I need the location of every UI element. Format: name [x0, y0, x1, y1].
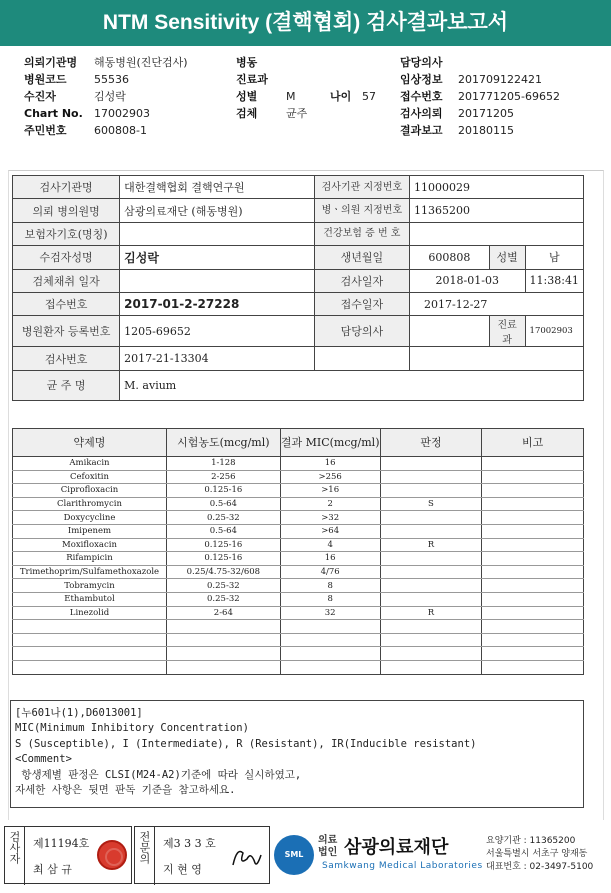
collect-value: [120, 269, 315, 292]
info-row: [13, 316, 584, 347]
mic-result: 4: [280, 538, 380, 552]
mic-result: 2: [280, 497, 380, 511]
interpretation: [380, 592, 482, 606]
info-row: [13, 246, 584, 269]
interpretation: [380, 511, 482, 525]
health-value: [410, 222, 584, 245]
drug-name: Imipenem: [13, 524, 167, 538]
drug-name: Tobramycin: [13, 579, 167, 593]
test-range: 2-64: [166, 606, 280, 620]
examiner-name: 최 삼 규: [33, 863, 72, 876]
interpretation: R: [380, 538, 482, 552]
empty-cell: [166, 620, 280, 634]
header-label: 의뢰기관명: [24, 56, 78, 69]
info-table: [12, 175, 584, 401]
mic-result: 8: [280, 592, 380, 606]
note: [482, 511, 584, 525]
table-row: [13, 565, 584, 579]
mic-result: >256: [280, 470, 380, 484]
header-label: 주민번호: [24, 124, 67, 137]
note: [482, 470, 584, 484]
mic-result: 4/76: [280, 565, 380, 579]
note: [482, 457, 584, 471]
note: [482, 552, 584, 566]
table-row: [13, 497, 584, 511]
interpretation: [380, 457, 482, 471]
interpretation: [380, 524, 482, 538]
report-title: NTM Sensitivity (결핵협회) 검사결과보고서: [0, 0, 611, 46]
header-row-2: [24, 71, 604, 88]
lab-contact: [486, 835, 593, 874]
birth-label: 생년월일: [314, 246, 409, 269]
info-row: [13, 222, 584, 245]
org-value: M. avium: [120, 370, 584, 400]
table-row: [13, 552, 584, 566]
drug-name: Linezolid: [13, 606, 167, 620]
patient-value: 김성락: [120, 246, 315, 269]
col-header-range: 시험농도(mcg/ml): [166, 429, 280, 457]
drug-name: Ciprofloxacin: [13, 484, 167, 498]
test-range: 0.25/4.75-32/608: [166, 565, 280, 579]
header-label: 병원코드: [24, 73, 67, 86]
signature-icon: [229, 845, 263, 871]
empty-cell: [280, 620, 380, 634]
header-label: Chart No.: [24, 107, 83, 120]
header-value: 55536: [94, 73, 129, 86]
footer: [4, 826, 610, 888]
lab-phone: 대표번호 : 02-3497-5100: [486, 862, 594, 872]
req-value: 삼광의료재단 (해동병원): [120, 199, 315, 222]
empty-cell: [482, 633, 584, 647]
header-info: [24, 54, 604, 139]
table-row: [13, 484, 584, 498]
header-label: 진료과: [236, 73, 268, 86]
info-row: [13, 269, 584, 292]
test-range: 0.125-16: [166, 552, 280, 566]
interpretation: [380, 565, 482, 579]
mic-result: >16: [280, 484, 380, 498]
test-no-value: 2017-21-13304: [120, 347, 315, 370]
lab-address: 서울특별시 서초구 양재동: [486, 849, 588, 859]
header-label: 수진자: [24, 90, 56, 103]
physician-name: 지 현 영: [163, 863, 202, 876]
empty-cell: [13, 647, 167, 661]
note: [482, 538, 584, 552]
empty-cell: [166, 660, 280, 674]
comment-line: 항생제별 판정은 CLSI(M24-A2)기준에 따라 실시하였고,: [15, 768, 302, 781]
header-row-3: [24, 88, 604, 105]
test-date-label: 검사일자: [314, 269, 409, 292]
examiner-role: [5, 827, 25, 885]
drug-name: Cefoxitin: [13, 470, 167, 484]
test-range: 2-256: [166, 470, 280, 484]
inst-no-value: 11000029: [410, 176, 584, 199]
header-label: 나이: [330, 90, 352, 103]
empty-row: [13, 660, 584, 674]
header-label: 담당의사: [400, 56, 443, 69]
empty-cell: [380, 633, 482, 647]
physician-license: 제3 3 3 호: [163, 837, 216, 850]
logo-corp-text: 의료 법인: [318, 835, 338, 858]
header-value: 20171205: [458, 107, 514, 120]
sex-label: 성별: [489, 246, 525, 269]
ins-label: 보험자기호(명칭): [13, 222, 120, 245]
drug-name: Moxifloxacin: [13, 538, 167, 552]
empty-cell: [280, 633, 380, 647]
collect-label: 검체채취 일자: [13, 269, 120, 292]
mic-result: 16: [280, 552, 380, 566]
note: [482, 524, 584, 538]
header-row-5: [24, 122, 604, 139]
header-label: 검사의뢰: [400, 107, 443, 120]
empty-cell: [482, 647, 584, 661]
mic-result: 8: [280, 579, 380, 593]
empty-cell: [13, 660, 167, 674]
empty-cell: [166, 633, 280, 647]
sex-value: 남: [525, 246, 583, 269]
drug-name: Ethambutol: [13, 592, 167, 606]
empty-row: [13, 633, 584, 647]
lab-logo: [274, 829, 611, 885]
header-row-4: [24, 105, 604, 122]
info-row: [13, 347, 584, 370]
info-row: [13, 176, 584, 199]
comment-line: 자세한 사항은 뒷면 판독 기준을 참고하세요.: [15, 784, 236, 797]
drug-name: Rifampicin: [13, 552, 167, 566]
comment-box: [10, 700, 584, 808]
header-value: 김성락: [94, 90, 126, 103]
interpretation: R: [380, 606, 482, 620]
empty-cell: [380, 620, 482, 634]
empty-cell: [380, 660, 482, 674]
reg-value: 1205-69652: [120, 316, 315, 347]
empty-cell: [280, 660, 380, 674]
org-label: 균 주 명: [13, 370, 120, 400]
test-range: 1-128: [166, 457, 280, 471]
drug-table-header: [13, 429, 584, 457]
comment-line: MIC(Minimum Inhibitory Concentration): [15, 722, 249, 735]
rcpt-no-value: 2017-01-2-27228: [120, 292, 315, 315]
comment-line: [누601나(1),D6013001]: [15, 707, 143, 719]
col-header-drug: 약제명: [13, 429, 167, 457]
rcpt-date-value: 2017-12-27: [410, 292, 584, 315]
interpretation: [380, 579, 482, 593]
birth-value: 600808: [410, 246, 490, 269]
header-value: 해동병원(진단검사): [94, 56, 188, 69]
note: [482, 565, 584, 579]
empty-cell: [482, 660, 584, 674]
empty-row: [13, 620, 584, 634]
inst-label: 검사기관명: [13, 176, 120, 199]
header-value: 17002903: [94, 107, 150, 120]
col-header-interp: 판정: [380, 429, 482, 457]
header-value: 20180115: [458, 124, 514, 137]
header-value: 균주: [286, 107, 308, 120]
examiner-license: 제11194호: [33, 837, 90, 850]
doctor-label: 담당의사: [314, 316, 409, 347]
header-label: 성별: [236, 90, 258, 103]
seal-stamp-icon: [97, 840, 127, 870]
note: [482, 579, 584, 593]
lab-code: 요양기관 : 11365200: [486, 836, 576, 846]
test-range: 0.25-32: [166, 579, 280, 593]
drug-name: Clarithromycin: [13, 497, 167, 511]
physician-signature-box: [134, 826, 270, 884]
header-value: 57: [362, 90, 376, 103]
interpretation: [380, 484, 482, 498]
doctor-value: [410, 316, 490, 347]
table-row: [13, 538, 584, 552]
table-row: [13, 579, 584, 593]
inst-no-label: 검사기관 지정번호: [314, 176, 409, 199]
drug-table: [12, 428, 584, 675]
note: [482, 606, 584, 620]
mic-result: >64: [280, 524, 380, 538]
dept-label: 진료과: [489, 316, 525, 347]
req-label: 의뢰 병의원명: [13, 199, 120, 222]
mic-result: 16: [280, 457, 380, 471]
rcpt-no-label: 접수번호: [13, 292, 120, 315]
test-range: 0.25-32: [166, 511, 280, 525]
test-range: 0.125-16: [166, 538, 280, 552]
header-row-1: [24, 54, 604, 71]
header-label: 임상정보: [400, 73, 443, 86]
test-range: 0.5-64: [166, 497, 280, 511]
patient-label: 수검자성명: [13, 246, 120, 269]
comment-line: <Comment>: [15, 753, 72, 766]
comment-line: S (Susceptible), I (Intermediate), R (Resistant), IR(Inducible resistant): [15, 737, 477, 750]
logo-name: 삼광의료재단: [344, 837, 449, 858]
test-range: 0.25-32: [166, 592, 280, 606]
test-date-value: 2018-01-03: [410, 269, 526, 292]
header-value: M: [286, 90, 296, 103]
header-value: 600808-1: [94, 124, 147, 137]
table-row: [13, 470, 584, 484]
physician-role: [135, 827, 155, 885]
mic-result: >32: [280, 511, 380, 525]
info-row: [13, 292, 584, 315]
header-value: 201709122421: [458, 73, 542, 86]
empty-cell: [380, 647, 482, 661]
test-no-label: 검사번호: [13, 347, 120, 370]
info-row: [13, 199, 584, 222]
note: [482, 497, 584, 511]
rcpt-date-label: 접수일자: [314, 292, 409, 315]
col-header-note: 비고: [482, 429, 584, 457]
health-label: 건강보험 증 번 호: [314, 222, 409, 245]
examiner-role-text: 검사자: [8, 831, 21, 864]
req-no-label: 병ㆍ의원 지정번호: [314, 199, 409, 222]
logo-circle-icon: SML: [274, 835, 314, 875]
table-row: [13, 524, 584, 538]
table-row: [13, 606, 584, 620]
header-label: 접수번호: [400, 90, 443, 103]
reg-label: 병원환자 등록번호: [13, 316, 120, 347]
note: [482, 484, 584, 498]
dept-value: 17002903: [525, 316, 583, 347]
info-row: [13, 370, 584, 400]
examiner-signature-box: [4, 826, 132, 884]
empty-cell: [13, 620, 167, 634]
table-row: [13, 511, 584, 525]
req-no-value: 11365200: [410, 199, 584, 222]
physician-role-text: 전문의: [138, 831, 151, 864]
empty-cell: [280, 647, 380, 661]
interpretation: [380, 552, 482, 566]
empty-row: [13, 647, 584, 661]
empty-cell: [13, 633, 167, 647]
table-row: [13, 457, 584, 471]
note: [482, 592, 584, 606]
empty-cell: [166, 647, 280, 661]
empty-cell: [482, 620, 584, 634]
test-range: 0.125-16: [166, 484, 280, 498]
table-row: [13, 592, 584, 606]
interpretation: [380, 470, 482, 484]
header-value: 201771205-69652: [458, 90, 560, 103]
logo-corp: [318, 835, 340, 859]
mic-result: 32: [280, 606, 380, 620]
drug-name: Trimethoprim/Sulfamethoxazole: [13, 565, 167, 579]
ins-value: [120, 222, 315, 245]
test-range: 0.5-64: [166, 524, 280, 538]
header-label: 결과보고: [400, 124, 443, 137]
drug-name: Doxycycline: [13, 511, 167, 525]
drug-name: Amikacin: [13, 457, 167, 471]
logo-english: Samkwang Medical Laboratories: [322, 861, 483, 871]
header-label: 검체: [236, 107, 258, 120]
test-time-value: 11:38:41: [525, 269, 583, 292]
col-header-mic: 결과 MIC(mcg/ml): [280, 429, 380, 457]
inst-value: 대한결핵협회 결핵연구원: [120, 176, 315, 199]
header-label: 병동: [236, 56, 258, 69]
interpretation: S: [380, 497, 482, 511]
